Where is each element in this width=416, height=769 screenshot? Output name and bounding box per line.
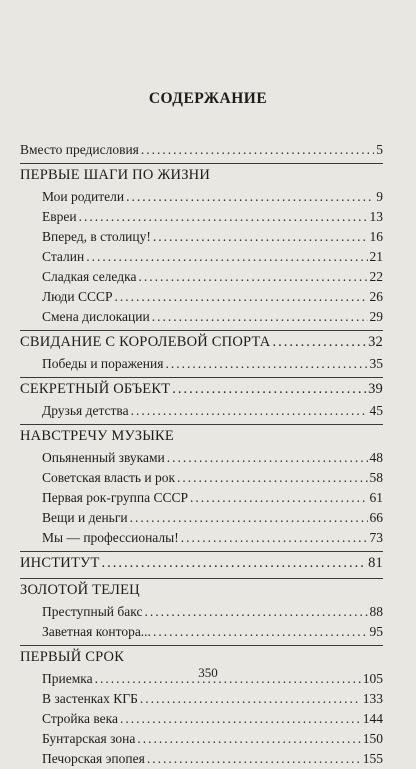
toc-entry-title: Первая рок-группа СССР [42,490,189,505]
dot-leader [145,602,368,622]
toc-entry-title: Приемка [42,671,93,686]
toc-section-title: ПЕРВЫЕ ШАГИ ПО ЖИЗНИ [20,167,211,183]
dot-leader [167,448,368,468]
dot-leader [147,749,361,769]
dot-leader [138,267,367,287]
toc-entry-title: В застенках КГБ [42,691,138,706]
toc-entry [20,287,383,307]
toc-entry-title: Бунтарская зона [42,731,136,746]
toc-entry [20,749,383,769]
toc-entry-title: Вместо предисловия [20,142,139,157]
toc-section-page: 32 [368,334,383,350]
toc-entry-title: Вещи и деньги [42,510,128,525]
toc-entry-page: 9 [376,189,383,204]
toc-entry-title: Друзья детства [42,403,129,418]
toc-section-heading [20,163,383,187]
toc-entry-title: Смена дислокации [42,309,150,324]
toc-entry [20,622,383,642]
toc-section-title: ИНСТИТУТ [20,555,100,571]
toc-entry [20,709,383,729]
toc-entry-title: Люди СССР [42,289,113,304]
toc-entry-title: Опьяненный звуками [42,450,165,465]
toc-entry-title: Заветная контора... [42,624,151,639]
dot-leader [153,227,368,247]
toc-section-heading [20,424,383,448]
dot-leader [131,401,368,421]
toc-entry [20,307,383,327]
dot-leader [165,354,367,374]
toc-entry-page: 29 [369,309,383,324]
dot-leader [177,468,367,488]
toc-entry [20,468,383,488]
toc-entry-page: 45 [369,403,383,418]
toc-entry-page: 48 [369,450,383,465]
toc-entry [20,401,383,421]
page-title: СОДЕРЖАНИЕ [148,90,268,107]
toc-entry [20,187,383,207]
toc-entry [20,602,383,622]
toc-entry-page: 22 [369,269,383,284]
toc-entry-title: Печорская эпопея [42,751,145,766]
toc-entry [20,247,383,267]
toc-entry-title: Мои родители [42,189,125,204]
dot-leader [120,709,361,729]
toc-entry-title: Евреи [42,209,77,224]
toc-entry [20,207,383,227]
toc-section-title: ПЕРВЫЙ СРОК [20,649,125,665]
toc-entry-page: 105 [362,671,383,686]
toc-entry-page: 88 [369,604,383,619]
dot-leader [137,729,360,749]
toc-entry-page: 26 [369,289,383,304]
toc-entry-title: Стройка века [42,711,118,726]
toc-entry-title: Победы и поражения [42,356,164,371]
toc-entry [20,689,383,709]
toc-entry-title: Сладкая селедка [42,269,137,284]
toc-entry-title: Советская власть и рок [42,470,176,485]
toc-section-page: 39 [368,381,383,397]
dot-leader [172,378,366,401]
dot-leader [126,187,374,207]
dot-leader [86,247,367,267]
toc-entry-page: 21 [369,249,383,264]
toc-entry-title: Мы — профессионалы! [42,530,179,545]
toc-entry-page: 133 [362,691,383,706]
toc-entry-page: 61 [369,490,383,505]
page-number: 350 [198,665,218,680]
toc-entry [20,508,383,528]
toc-section-page: 81 [368,555,383,571]
toc-entry [20,448,383,468]
toc-entry [20,140,383,160]
toc-section-title: НАВСТРЕЧУ МУЗЫКЕ [20,428,174,444]
toc-entry-page: 144 [362,711,383,726]
dot-leader [130,508,368,528]
dot-leader [140,689,361,709]
dot-leader [79,207,368,227]
toc-entry-title: Вперед, в столицу! [42,229,151,244]
dot-leader [115,287,368,307]
dot-leader [190,488,367,508]
toc-entry [20,528,383,548]
toc-section-title: СВИДАНИЕ С КОРОЛЕВОЙ СПОРТА [20,334,271,350]
dot-leader [141,140,374,160]
toc-section-title: СЕКРЕТНЫЙ ОБЪЕКТ [20,381,171,397]
toc-entry-page: 155 [362,751,383,766]
dot-leader [102,552,367,575]
toc-section-title: ЗОЛОТОЙ ТЕЛЕЦ [20,582,140,598]
toc-entry-title: Сталин [42,249,85,264]
toc-entry [20,488,383,508]
toc-entry-page: 35 [369,356,383,371]
toc-section-heading [20,377,383,401]
toc-section-heading [20,330,383,354]
toc-entry [20,267,383,287]
toc-entry [20,729,383,749]
toc-entry-page: 5 [376,142,383,157]
toc-entry-page: 13 [369,209,383,224]
toc-entry-page: 95 [369,624,383,639]
toc-entry [20,354,383,374]
toc-entry-page: 16 [369,229,383,244]
toc-section-heading [20,551,383,575]
dot-leader [181,528,368,548]
toc-entry-page: 66 [369,510,383,525]
toc-entry [20,227,383,247]
dot-leader [153,622,368,642]
toc-entry-page: 73 [369,530,383,545]
toc-entry-title: Преступный бакс [42,604,143,619]
toc-entry-page: 150 [362,731,383,746]
dot-leader [272,331,366,354]
toc-section-heading [20,578,383,602]
dot-leader [152,307,368,327]
toc-entry-page: 58 [369,470,383,485]
